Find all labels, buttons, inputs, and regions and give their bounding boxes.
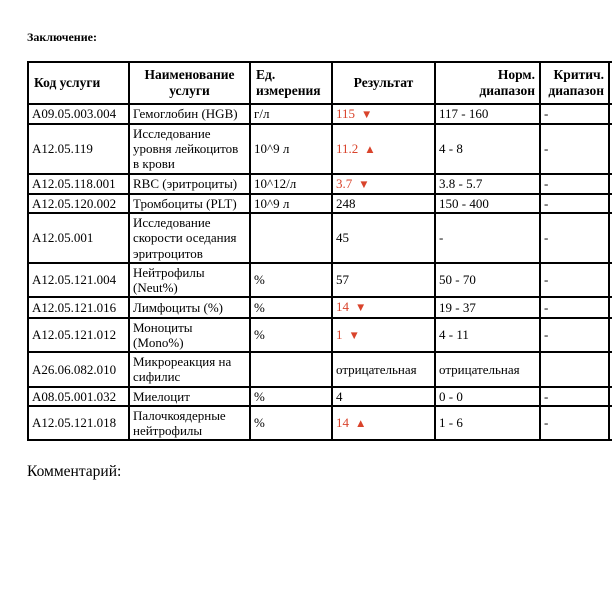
table-row [28, 406, 612, 440]
cell-result [332, 104, 435, 124]
arrow-up-icon: ▲ [364, 143, 376, 156]
cell-result [332, 406, 435, 440]
cell-normal-range: 3.8 - 5.7 [435, 174, 540, 194]
table-row [28, 297, 612, 317]
table-row [28, 318, 612, 352]
cell-unit: % [250, 297, 332, 317]
result-value: 4 [336, 388, 343, 404]
cell-service-code: A08.05.001.032 [28, 387, 129, 406]
result-value: 14 [336, 414, 349, 430]
cell-service-code: A12.05.120.002 [28, 194, 129, 213]
cell-service-name: Гемоглобин (HGB) [129, 104, 250, 124]
cell-result [332, 318, 435, 352]
cell-service-name: Микрореакция на сифилис [129, 352, 250, 386]
table-header-row [28, 62, 612, 104]
cell-service-name: Лимфоциты (%) [129, 297, 250, 317]
cell-service-code: A09.05.003.004 [28, 104, 129, 124]
cell-normal-range: отрицательная [435, 352, 540, 386]
cell-service-name: Исследование скорости оседания эритроцитов [129, 213, 250, 263]
cell-normal-range: 50 - 70 [435, 263, 540, 297]
arrow-down-icon: ▼ [355, 302, 367, 315]
table-row [28, 174, 612, 194]
cell-critical-range [540, 352, 609, 386]
cell-service-name: Нейтрофилы (Neut%) [129, 263, 250, 297]
table-row [28, 194, 612, 213]
cell-result [332, 263, 435, 297]
result-value: 45 [336, 230, 349, 246]
cell-critical-range: - [540, 297, 609, 317]
col-header-critical-range: Критич. диапазон [540, 62, 609, 104]
cell-unit: % [250, 263, 332, 297]
col-header-service-code: Код услуги [28, 62, 129, 104]
cell-critical-range: - [540, 263, 609, 297]
cell-result [332, 174, 435, 194]
cell-critical-range: - [540, 213, 609, 263]
result-value: 3.7 [336, 175, 353, 191]
cell-service-code: A12.05.001 [28, 213, 129, 263]
cell-unit: % [250, 406, 332, 440]
cell-unit [250, 213, 332, 263]
arrow-down-icon: ▼ [361, 108, 373, 121]
arrow-down-icon: ▼ [348, 329, 360, 342]
table-row [28, 352, 612, 386]
cell-critical-range: - [540, 104, 609, 124]
results-table-body [28, 104, 612, 441]
cell-service-code: A12.05.119 [28, 124, 129, 174]
cell-result [332, 213, 435, 263]
cell-service-code: A12.05.118.001 [28, 174, 129, 194]
cell-normal-range: 1 - 6 [435, 406, 540, 440]
cell-result [332, 387, 435, 406]
cell-service-name: Миелоцит [129, 387, 250, 406]
col-header-result: Результат [332, 62, 435, 104]
cell-normal-range: 4 - 8 [435, 124, 540, 174]
cell-result [332, 352, 435, 386]
cell-unit: г/л [250, 104, 332, 124]
cell-critical-range: - [540, 194, 609, 213]
cell-normal-range: 150 - 400 [435, 194, 540, 213]
cell-service-name: Исследование уровня лейкоцитов в крови [129, 124, 250, 174]
table-row [28, 263, 612, 297]
cell-unit: 10^9 л [250, 194, 332, 213]
table-row [28, 387, 612, 406]
cell-normal-range: 19 - 37 [435, 297, 540, 317]
cell-service-code: A26.06.082.010 [28, 352, 129, 386]
cell-critical-range: - [540, 174, 609, 194]
cell-result [332, 194, 435, 213]
cell-normal-range: 117 - 160 [435, 104, 540, 124]
cell-critical-range: - [540, 387, 609, 406]
cell-service-name: Палочкоядерные нейтрофилы [129, 406, 250, 440]
result-value: 248 [336, 196, 356, 212]
cell-service-name: Моноциты (Mono%) [129, 318, 250, 352]
cell-service-code: A12.05.121.016 [28, 297, 129, 317]
cell-normal-range: 0 - 0 [435, 387, 540, 406]
cell-unit: % [250, 318, 332, 352]
arrow-up-icon: ▲ [355, 417, 367, 430]
cell-unit: % [250, 387, 332, 406]
table-row [28, 213, 612, 263]
col-header-unit: Ед. измерения [250, 62, 332, 104]
table-row [28, 104, 612, 124]
cell-normal-range: - [435, 213, 540, 263]
result-value: 57 [336, 272, 349, 288]
col-header-service-name: Наименование услуги [129, 62, 250, 104]
cell-critical-range: - [540, 124, 609, 174]
cell-result [332, 297, 435, 317]
cell-service-name: Тромбоциты (PLT) [129, 194, 250, 213]
result-value: 1 [336, 326, 343, 342]
result-value: 11.2 [336, 140, 359, 156]
cell-result [332, 124, 435, 174]
cell-service-name: RBC (эритроциты) [129, 174, 250, 194]
cell-service-code: A12.05.121.004 [28, 263, 129, 297]
result-value: отрицательная [336, 361, 417, 377]
result-value: 14 [336, 299, 349, 315]
cell-critical-range: - [540, 406, 609, 440]
col-header-normal-range: Норм. диапазон [435, 62, 540, 104]
comment-label: Комментарий: [27, 463, 122, 481]
cell-service-code: A12.05.121.018 [28, 406, 129, 440]
cell-normal-range: 4 - 11 [435, 318, 540, 352]
results-table [27, 61, 612, 441]
cell-unit: 10^9 л [250, 124, 332, 174]
table-row [28, 124, 612, 174]
arrow-down-icon: ▼ [358, 178, 370, 191]
cell-unit: 10^12/л [250, 174, 332, 194]
cell-critical-range: - [540, 318, 609, 352]
cell-service-code: A12.05.121.012 [28, 318, 129, 352]
cell-unit [250, 352, 332, 386]
result-value: 115 [336, 105, 356, 121]
conclusion-label: Заключение: [27, 30, 97, 44]
